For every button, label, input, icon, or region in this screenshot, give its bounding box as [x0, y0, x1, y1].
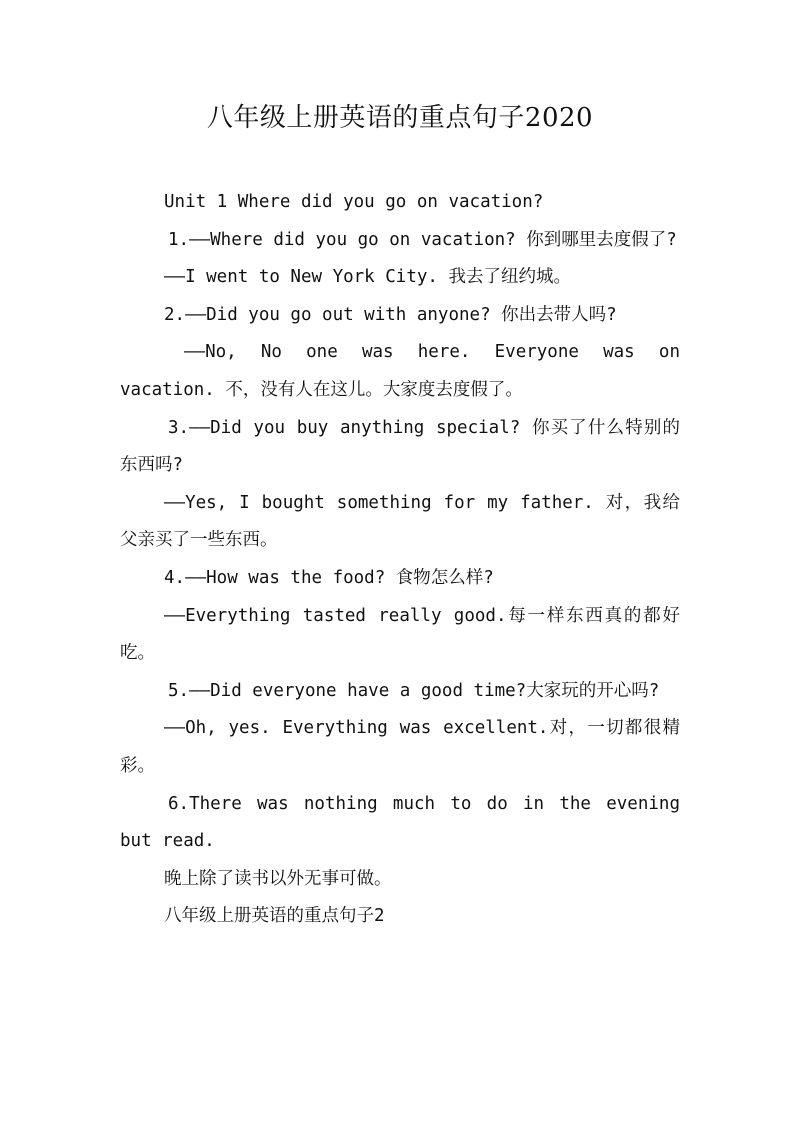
sentence-2-answer: ——No, No one was here. Everyone was on vacation. 不，没有人在这儿。大家度去度假了。 — [120, 342, 680, 400]
sentence-5-answer: ——Oh, yes. Everything was excellent.对，一切都很精彩。 — [120, 718, 680, 776]
section-heading-2: 八年级上册英语的重点句子2 — [164, 906, 385, 927]
sentence-4-answer: ——Everything tasted really good.每一样东西真的都好吃。 — [120, 605, 680, 664]
document-body — [120, 184, 680, 936]
sentence-5-question: 5.——Did everyone have a good time?大家玩的开心吗? — [168, 680, 660, 701]
sentence-4-question: 4.——How was the food? 食物怎么样? — [164, 567, 494, 588]
unit-heading: Unit 1 Where did you go on vacation? — [164, 192, 544, 212]
sentence-2-question: 2.——Did you go out with anyone? 你出去带人吗? — [164, 304, 617, 325]
document-title: 八年级上册英语的重点句子2020 — [206, 103, 594, 133]
sentence-3-answer: ——Yes, I bought something for my father. 对，我给父亲买了一些东西。 — [120, 492, 680, 551]
sentence-1-question: 1.——Where did you go on vacation? 你到哪里去度假了? — [168, 229, 677, 250]
sentence-1-answer: ——I went to New York City. 我去了纽约城。 — [164, 267, 571, 288]
sentence-6-translation: 晚上除了读书以外无事可做。 — [164, 868, 392, 889]
sentence-6: 6.There was nothing much to do in the evening but read. — [120, 793, 680, 852]
sentence-3-question: 3.——Did you buy anything special? 你买了什么特别的东西吗? — [120, 417, 680, 476]
